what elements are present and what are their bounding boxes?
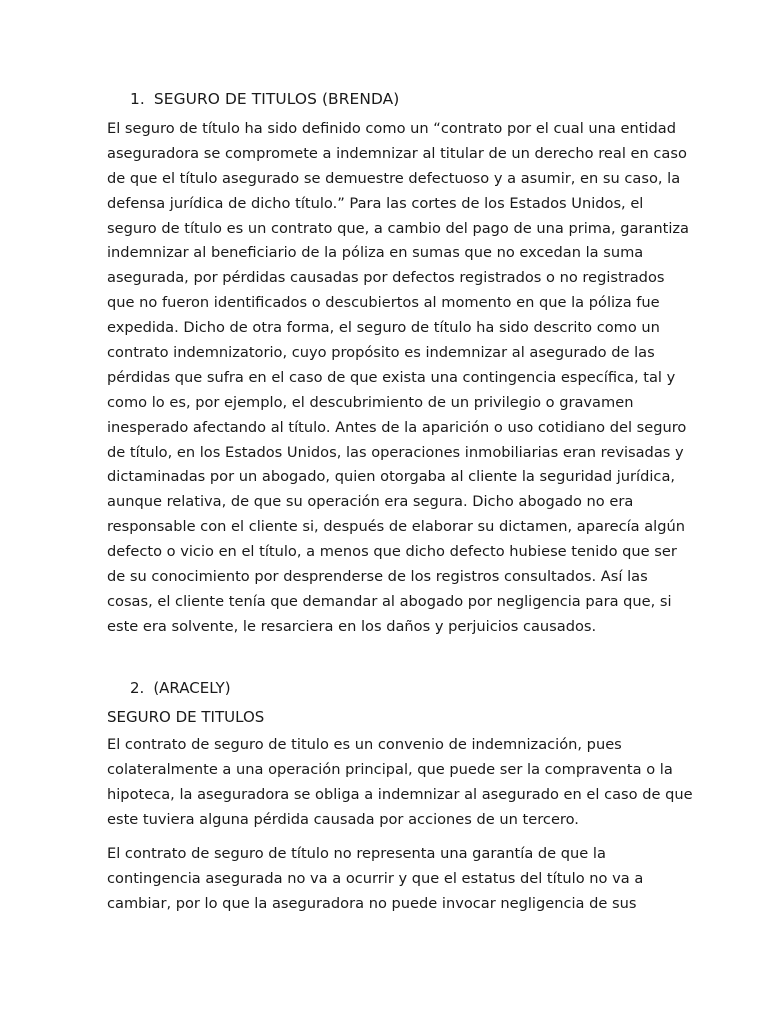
paragraph-line: cosas, el cliente tenía que demandar al abogado por negligencia para que, si (107, 592, 672, 610)
paragraph-line: dictaminadas por un abogado, quien otorgaba al cliente la seguridad jurídica, (107, 468, 676, 486)
paragraph-line: cambiar, por lo que la aseguradora no puede invocar negligencia de sus (107, 894, 637, 912)
section-2-number: 2. (130, 679, 145, 697)
paragraph-line: indemnizar al beneficiario de la póliza en sumas que no excedan la suma (107, 244, 644, 262)
paragraph-line: hipoteca, la aseguradora se obliga a indemnizar al asegurado en el caso de que (107, 785, 693, 803)
paragraph-line: pérdidas que sufra en el caso de que exista una contingencia específica, tal y (107, 368, 676, 386)
paragraph-line: asegurada, por pérdidas causadas por defectos registrados o no registrados (107, 269, 665, 287)
paragraph-line: El contrato de seguro de titulo es un convenio de indemnización, pues (107, 736, 622, 753)
paragraph-line: aseguradora se compromete a indemnizar al titular de un derecho real en caso (107, 144, 687, 162)
paragraph-line: defecto o vicio en el título, a menos que dicho defecto hubiese tenido que ser (107, 543, 677, 561)
paragraph-line: contrato indemnizatorio, cuyo propósito es indemnizar al asegurado de las (107, 344, 655, 362)
paragraph-line: El seguro de título ha sido definido como un “contrato por el cual una entidad (107, 120, 676, 137)
paragraph-line: de título, en los Estados Unidos, las operaciones inmobiliarias eran revisadas y (107, 443, 684, 461)
paragraph-line: expedida. Dicho de otra forma, el seguro de título ha sido descrito como un (107, 319, 660, 337)
section-2-paragraph-1 (107, 733, 697, 833)
section-1-number: 1. (130, 90, 145, 108)
section-2-heading (130, 679, 231, 697)
paragraph-line: colateralmente a una operación principal, que puede ser la compraventa o la (107, 760, 673, 778)
paragraph-line: responsable con el cliente si, después de elaborar su dictamen, aparecía algún (107, 518, 685, 536)
section-1-heading (130, 90, 399, 108)
paragraph-line: El contrato de seguro de título no representa una garantía de que la (107, 845, 606, 862)
section-1-title: SEGURO DE TITULOS (BRENDA) (153, 90, 400, 108)
paragraph-line: como lo es, por ejemplo, el descubrimiento de un privilegio o gravamen (107, 393, 634, 411)
section-2-paragraph-2 (107, 842, 697, 917)
paragraph-line: de que el título asegurado se demuestre defectuoso y a asumir, en su caso, la (107, 169, 681, 187)
section-2-title: (ARACELY) (153, 679, 231, 697)
paragraph-line: contingencia asegurada no va a ocurrir y que el estatus del título no va a (107, 869, 644, 887)
paragraph-line: inesperado afectando al título. Antes de la aparición o uso cotidiano del seguro (107, 418, 687, 436)
paragraph-line: que no fueron identificados o descubiertos al momento en que la póliza fue (107, 294, 660, 312)
section-1-paragraph (107, 117, 697, 640)
paragraph-line: de su conocimiento por desprenderse de los registros consultados. Así las (107, 568, 648, 586)
paragraph-line: defensa jurídica de dicho título.” Para las cortes de los Estados Unidos, el (107, 194, 644, 212)
paragraph-line: aunque relativa, de que su operación era segura. Dicho abogado no era (107, 493, 634, 511)
paragraph-line: este tuviera alguna pérdida causada por acciones de un tercero. (107, 810, 579, 828)
paragraph-line: seguro de título es un contrato que, a cambio del pago de una prima, garantiza (107, 219, 689, 237)
paragraph-line: este era solvente, le resarciera en los daños y perjuicios causados. (107, 617, 597, 635)
section-2-subtitle: SEGURO DE TITULOS (107, 708, 265, 726)
